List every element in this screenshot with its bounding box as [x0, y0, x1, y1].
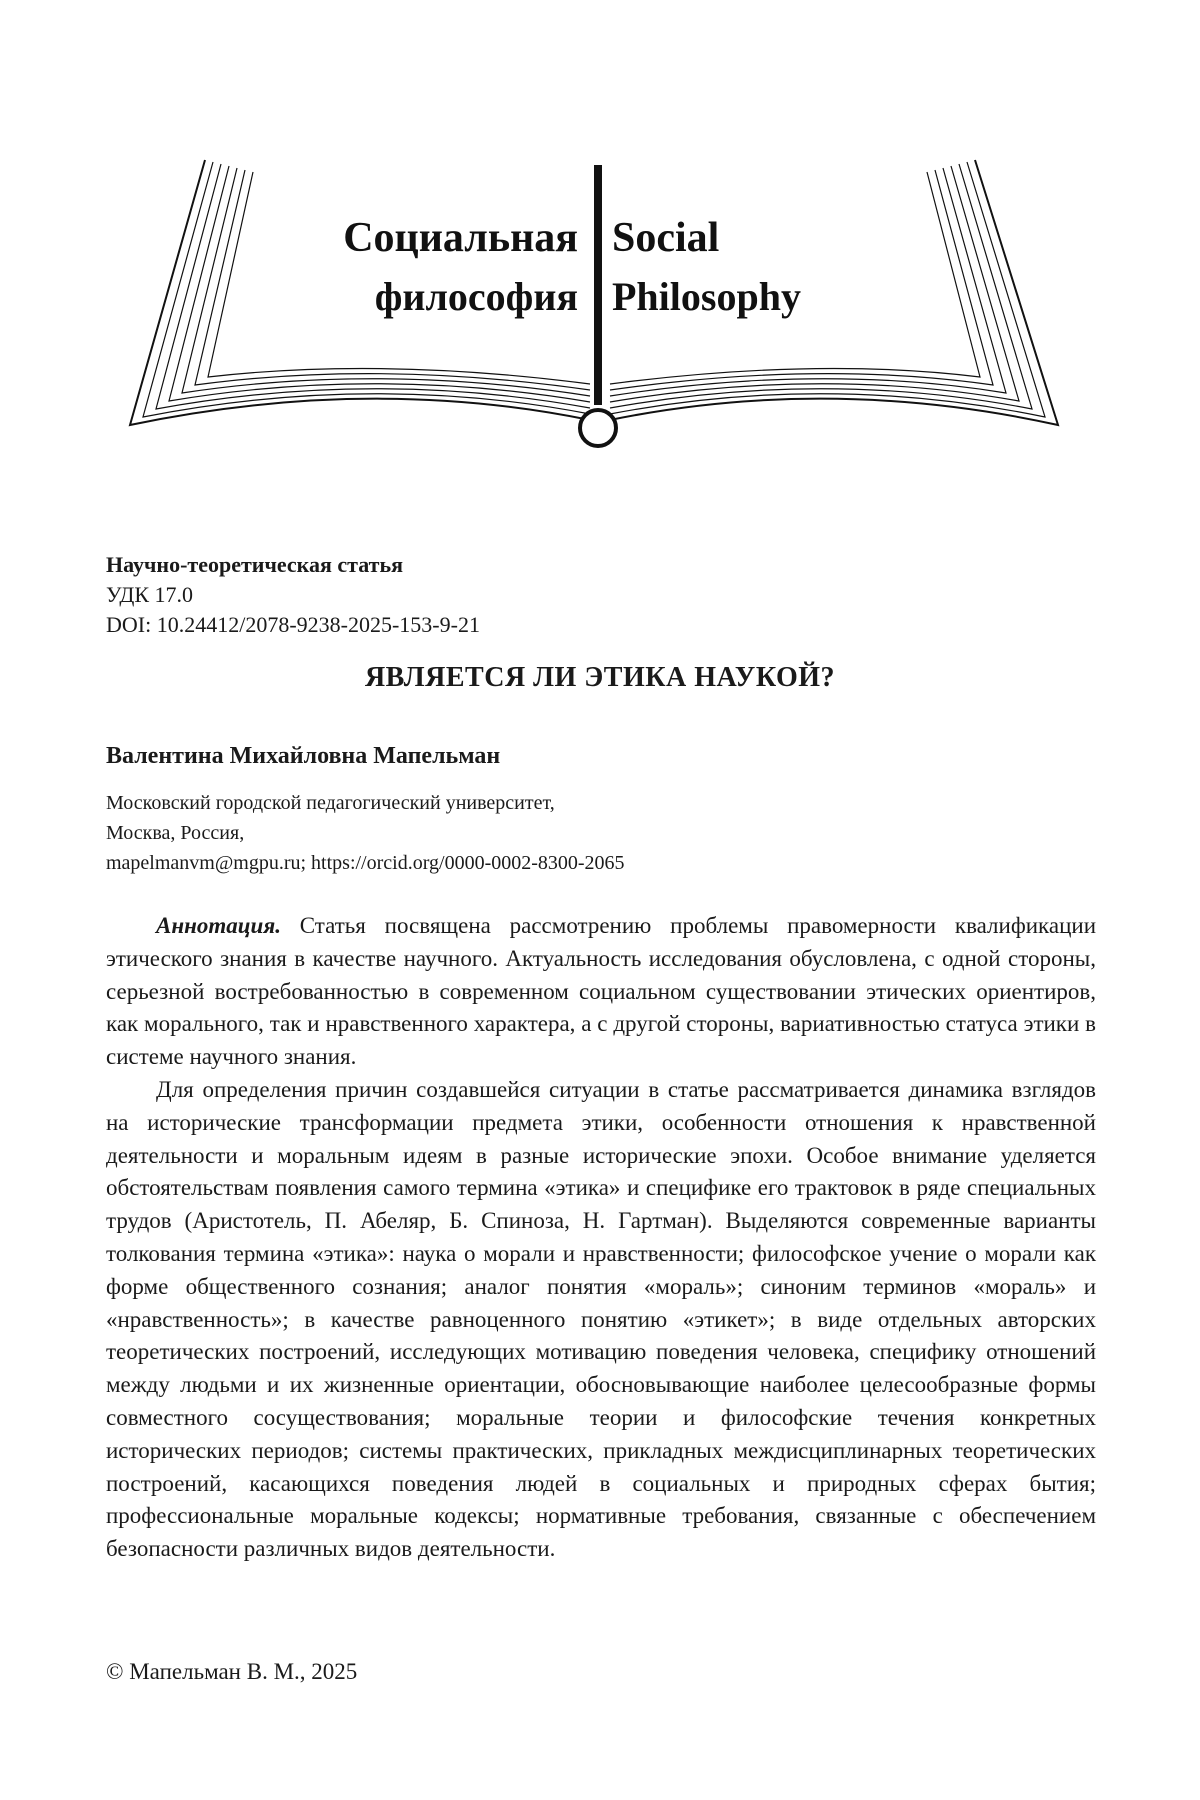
article-title: ЯВЛЯЕТСЯ ЛИ ЭТИКА НАУКОЙ? — [0, 662, 1200, 694]
author-location: Москва, Россия, — [106, 818, 625, 848]
journal-logo-open-book — [0, 0, 1200, 480]
author-name: Валентина Михайловна Мапельман — [106, 743, 500, 770]
abstract-paragraph-1-text: Статья посвящена рассмотрению проблемы правомерности квалификации этического знания в качестве научного. Актуальность исследования обусловлена, с одной стороны, серьезной востребованностью в современном социальном существовании этических ориентиров, как морального, так и нравственного характера, а с другой стороны, вариативностью статуса этики в системе научного знания. — [106, 913, 1096, 1069]
journal-title-en-line2: Philosophy — [612, 274, 801, 319]
abstract-paragraph-2: Для определения причин создавшейся ситуации в статье рассматривается динамика взглядов на исторические трансформации предмета этики, особенности отношения к нравственной деятельности и моральным идеям в разные исторические эпохи. Особое внимание уделяется обстоятельствам появления самого термина «этика» и специфике его трактовок в ряде специальных трудов (Аристотель, П. Абеляр, Б. Спиноза, Н. Гартман). Выделяются современные варианты толкования термина «этика»: наука о морали и нравственности; философское учение о морали как форме общественного сознания; аналог понятия «мораль»; синоним терминов «мораль» и «нравственность»; в качестве равноценного понятию «этикет»; в виде отдельных авторских теоретических построений, исследующих мотивацию поведения человека, специфику отношений между людьми и их жизненные ориентации, обосновывающие наиболее целесообразные формы совместного сосуществования; моральные теории и философские течения конкретных исторических периодов; системы практических, прикладных междисциплинарных теоретических построений, касающихся поведения людей в социальных и природных сферах бытия; профессиональные моральные кодексы; нормативные требования, связанные с обеспечением безопасности различных видов деятельности. — [106, 1074, 1096, 1566]
article-type: Научно-теоретическая статья — [106, 550, 480, 580]
copyright: © Мапельман В. М., 2025 — [106, 1659, 357, 1685]
article-udc: УДК 17.0 — [106, 580, 480, 610]
journal-title-ru-line2: философия — [375, 274, 578, 319]
author-contacts: mapelmanvm@mgpu.ru; https://orcid.org/0000-0002-8300-2065 — [106, 848, 625, 878]
abstract-paragraph-1 — [106, 910, 1096, 1074]
journal-title-ru-line1: Социальная — [343, 215, 578, 261]
book-spine — [594, 165, 602, 405]
abstract — [106, 910, 1096, 1566]
article-meta — [106, 550, 480, 640]
author-affiliation-block — [106, 788, 625, 878]
book-spine-circle — [580, 410, 616, 446]
author-affiliation: Московский городской педагогический университет, — [106, 788, 625, 818]
abstract-label: Аннотация. — [156, 913, 281, 938]
article-doi: DOI: 10.24412/2078-9238-2025-153-9-21 — [106, 610, 480, 640]
journal-title-en-line1: Social — [612, 215, 719, 261]
